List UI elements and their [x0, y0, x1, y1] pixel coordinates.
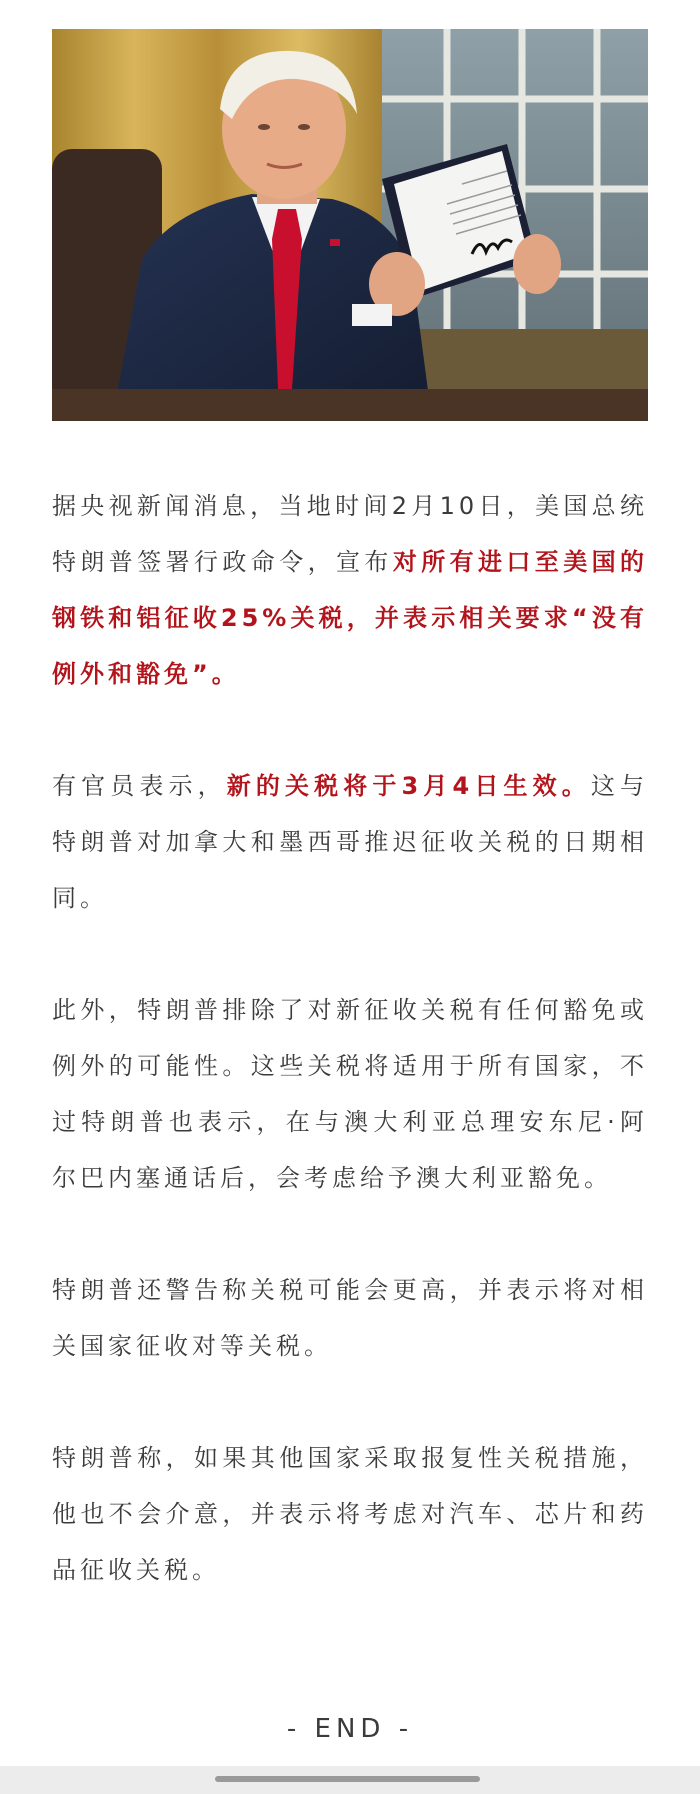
- paragraph-text: 据央视新闻消息，当地时间2月10日，美国总统特朗普签署行政命令，宣布: [52, 492, 648, 576]
- article-paragraph: [52, 982, 648, 1206]
- paragraph-text: 特朗普还警告称关税可能会更高，并表示将对相关国家征收对等关税。: [52, 1276, 648, 1360]
- highlighted-text: 新的关税将于3月4日生效。: [226, 772, 591, 800]
- home-indicator-handle[interactable]: [215, 1776, 480, 1782]
- paragraph-text: 这与特朗普对加拿大和墨西哥推迟征收关税的日期相同。: [52, 772, 649, 912]
- article-paragraph: [52, 478, 648, 702]
- article-hero-image[interactable]: [52, 29, 648, 421]
- article-paragraph: [52, 758, 648, 926]
- article-paragraph: [52, 1430, 648, 1598]
- highlighted-text: 对所有进口至美国的钢铁和铝征收25%关税，并表示相关要求“没有例外和豁免”。: [52, 548, 649, 688]
- article-paragraph: [52, 1262, 648, 1374]
- paragraph-text: 此外，特朗普排除了对新征收关税有任何豁免或例外的可能性。这些关税将适用于所有国家，不过特朗普也表示，在与澳大利亚总理安东尼·阿尔巴内塞通话后，会考虑给予澳大利亚豁免。: [52, 996, 648, 1192]
- paragraph-text: 特朗普称，如果其他国家采取报复性关税措施，他也不会介意，并表示将考虑对汽车、芯片和药品征收关税。: [52, 1444, 648, 1584]
- article-body: [52, 478, 648, 1598]
- system-navigation-bar: [0, 1766, 700, 1794]
- end-marker: - END -: [286, 1714, 414, 1744]
- paragraph-text: 有官员表示，: [52, 772, 227, 800]
- photo-illustration: [52, 29, 648, 421]
